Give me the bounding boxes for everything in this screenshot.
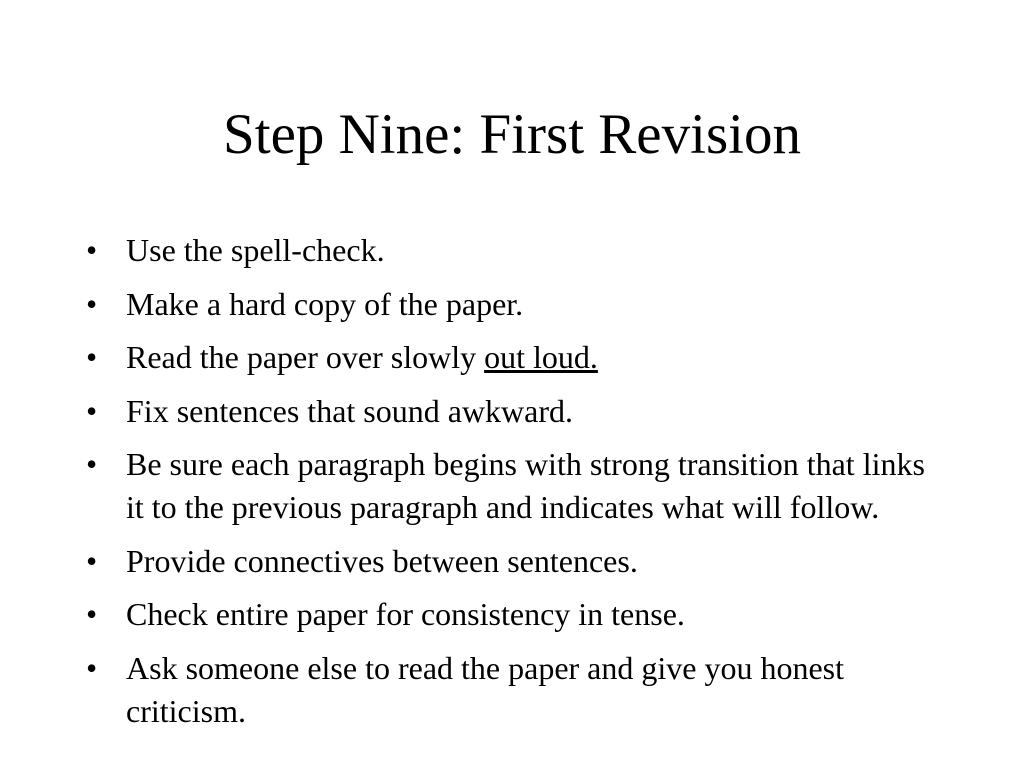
bullet-item-1 (86, 229, 926, 272)
bullet-icon: • (86, 596, 98, 632)
bullet-text: Make a hard copy of the paper. (126, 285, 524, 322)
bullet-text: Provide connectives between sentences. (126, 542, 638, 579)
bullet-item-3 (86, 336, 926, 379)
bullet-item-2 (86, 283, 926, 326)
bullet-icon: • (86, 285, 98, 322)
bullet-item-7 (86, 593, 926, 636)
bullet-list (86, 229, 926, 743)
bullet-item-8 (86, 647, 926, 733)
bullet-icon: • (86, 392, 98, 429)
bullet-text: Be sure each paragraph begins with strong transition that links it to the previous paragraph and indicates what will follow. (126, 446, 925, 525)
bullet-text: Use the spell-check. (126, 232, 385, 268)
bullet-text: Ask someone else to read the paper and give you honest criticism. (126, 649, 845, 729)
bullet-icon: • (86, 339, 98, 375)
bullet-item-6 (86, 540, 926, 583)
bullet-icon: • (86, 446, 98, 482)
slide-title: Step Nine: First Revision (223, 103, 801, 166)
bullet-underlined-text: out loud. (484, 339, 598, 375)
bullet-item-5 (86, 443, 926, 529)
bullet-text: Fix sentences that sound awkward. (126, 392, 574, 429)
bullet-icon: • (86, 232, 98, 268)
bullet-icon: • (86, 649, 98, 686)
bullet-text: Read the paper over slowly (126, 339, 485, 375)
bullet-text: Check entire paper for consistency in tense. (126, 596, 685, 632)
bullet-item-4 (86, 390, 926, 433)
bullet-icon: • (86, 542, 98, 579)
